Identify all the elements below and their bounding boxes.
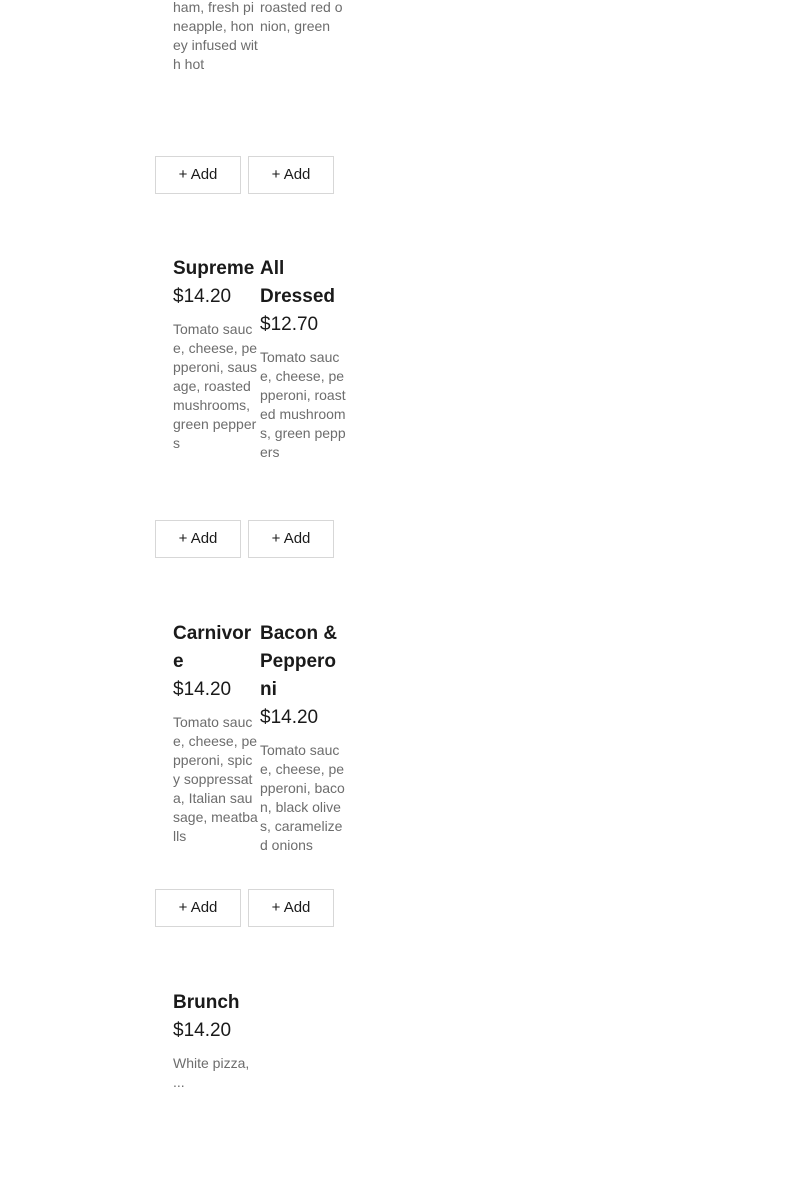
menu-item-description: Tomato sauce, cheese, pepperoni, spicy soppressata, Italian sausage, meatballs — [173, 714, 258, 844]
menu-item-price: $14.20 — [173, 679, 232, 700]
menu-card[interactable] — [260, 620, 346, 855]
menu-card[interactable] — [173, 620, 259, 846]
add-to-cart-button[interactable]: + Add — [155, 156, 241, 194]
menu-item-description: Tomato sauce, cheese, pepperoni, roasted mushrooms, green peppers — [260, 349, 346, 460]
menu-card[interactable] — [173, 0, 259, 125]
menu-item-description: Tomato sauce, cheese, pepperoni, bacon, black olives, caramelized onions — [260, 742, 345, 853]
menu-card[interactable] — [173, 989, 259, 1092]
menu-row — [0, 989, 481, 1092]
menu-add-row — [0, 156, 481, 194]
menu-item-name: Carnivore — [173, 623, 252, 672]
menu-card[interactable] — [173, 255, 259, 453]
menu-add-row — [0, 520, 481, 558]
add-to-cart-button[interactable]: + Add — [248, 520, 334, 558]
menu-item-name: All Dressed — [260, 258, 335, 307]
menu-card[interactable] — [260, 0, 346, 125]
menu-add-row — [0, 889, 481, 927]
menu-item-price: $14.20 — [173, 1020, 232, 1041]
menu-item-price: $12.70 — [260, 314, 319, 335]
menu-item-description: ham, fresh pineapple, honey infused with hot — [173, 0, 258, 72]
add-to-cart-button[interactable]: + Add — [248, 889, 334, 927]
menu-row — [0, 255, 481, 462]
menu-row — [0, 620, 481, 855]
menu-item-price: $14.20 — [260, 707, 319, 728]
menu-item-name: Bacon & Pepperoni — [260, 623, 338, 700]
menu-item-description: roasted red onion, green — [260, 0, 343, 34]
add-to-cart-button[interactable]: + Add — [155, 889, 241, 927]
menu-item-price: $14.20 — [173, 286, 232, 307]
menu-item-name: Brunch — [173, 992, 240, 1013]
menu-row — [0, 0, 481, 125]
menu-item-name: Supreme — [173, 258, 255, 279]
add-to-cart-button[interactable]: + Add — [248, 156, 334, 194]
add-to-cart-button[interactable]: + Add — [155, 520, 241, 558]
menu-item-description: Tomato sauce, cheese, pepperoni, sausage, roasted mushrooms, green peppers — [173, 321, 258, 451]
menu-item-description: White pizza, ... — [173, 1055, 250, 1090]
menu-card[interactable] — [260, 255, 346, 462]
